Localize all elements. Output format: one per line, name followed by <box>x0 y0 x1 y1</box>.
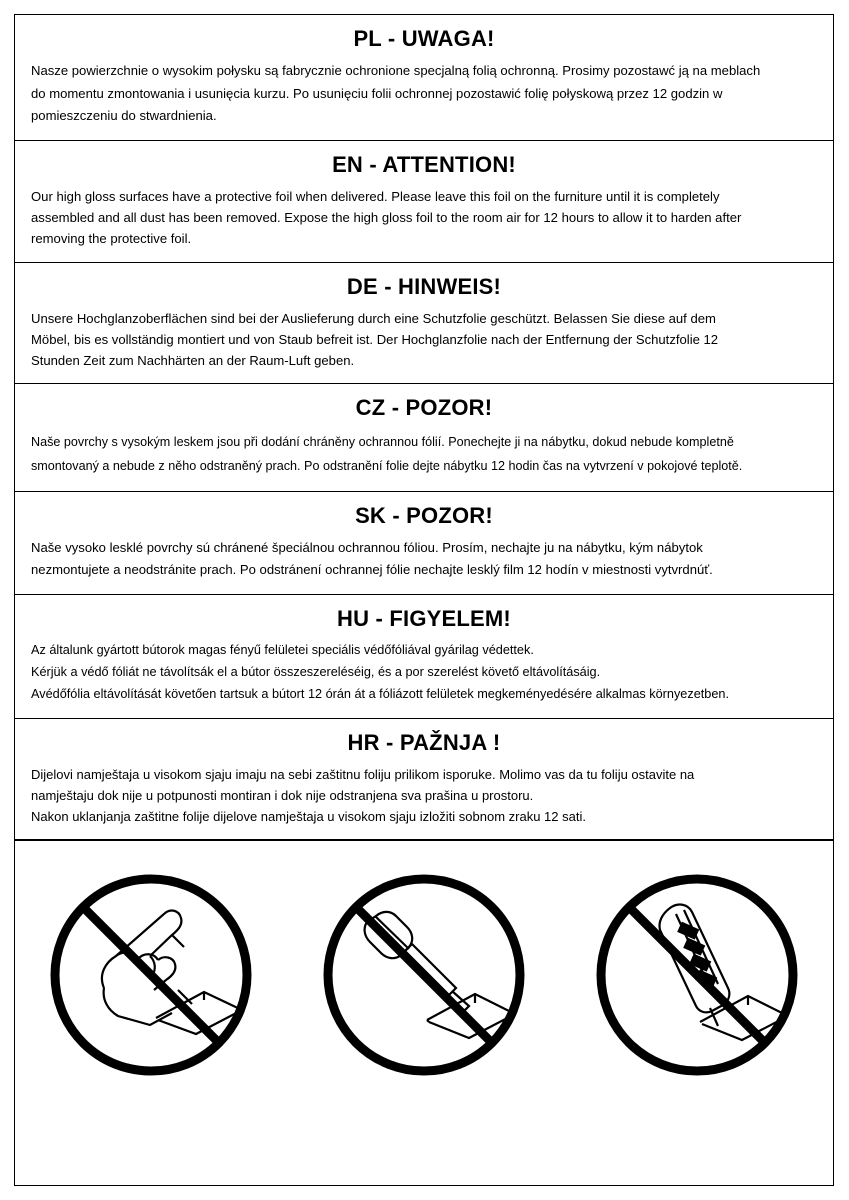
notice-line: Stunden Zeit zum Nachhärten an der Raum-Luft geben. <box>31 353 355 369</box>
instruction-sheet <box>14 14 834 1186</box>
no-screwdriver-scratch-icon <box>319 870 529 1080</box>
notice-block-sk <box>15 492 833 595</box>
prohibition-icons-row <box>15 840 833 1110</box>
notice-line: Kérjük a védő fóliát ne távolítsák el a bútor összeszereléséig, és a por szerelést követő eltávolításáig. <box>31 664 601 679</box>
notice-line: do momentu zmontowania i usunięcia kurzu. Po usunięciu folii ochronnej pozostawić folię połyskową przez 12 godzin w <box>31 85 723 101</box>
notice-line: Naše povrchy s vysokým leskem jsou při dodání chráněny ochrannou fólií. Ponechejte ji na nábytku, dokud nebude kompletně <box>31 434 734 449</box>
notice-line: assembled and all dust has been removed. Expose the high gloss foil to the room air for 12 hours to allow it to harden after <box>31 210 742 226</box>
no-knife-cut-icon <box>592 870 802 1080</box>
notice-line: removing the protective foil. <box>31 231 192 247</box>
notice-line: Naše vysoko lesklé povrchy sú chránené špeciálnou ochrannou fóliou. Prosím, nechajte ju na nábytku, kým nábytok <box>31 539 703 555</box>
notice-line: Our high gloss surfaces have a protective foil when delivered. Please leave this foil on the furniture until it is completely <box>31 188 720 204</box>
notice-line: nezmontujete a neodstránite prach. Po odstránení ochrannej fólie nechajte lesklý film 12 hodín v miestnosti vytvrdnúť. <box>31 562 713 578</box>
notice-body-hr <box>31 764 817 827</box>
notice-title-hr: HR - PAŽNJA ! <box>347 729 501 755</box>
notice-line: Dijelovi namještaja u visokom sjaju imaju na sebi zaštitnu foliju prilikom isporuke. Molimo vas da tu foliju ostavite na <box>31 766 695 782</box>
notice-block-pl <box>15 15 833 141</box>
notice-block-hu <box>15 595 833 719</box>
notice-body-sk <box>31 537 817 582</box>
notice-title-cz: CZ - POZOR! <box>355 395 493 421</box>
notice-block-hr <box>15 719 833 840</box>
notice-body-cz <box>31 430 817 479</box>
icon-cell-no-fingernail <box>26 855 276 1095</box>
icon-cell-no-knife <box>572 855 822 1095</box>
notice-title-pl: PL - UWAGA! <box>353 26 495 51</box>
notice-body-pl <box>31 60 817 128</box>
notice-body-de <box>31 308 817 372</box>
notice-line: Avédőfólia eltávolítását követően tartsuk a bútort 12 órán át a fóliázott felületek megkeményedésére alkalmas környezetben. <box>31 686 729 701</box>
notice-line: Nasze powierzchnie o wysokim połysku są fabrycznie ochronione specjalną folią ochronną. Prosimy pozostawć ją na meblach <box>31 63 761 79</box>
notice-block-cz <box>15 384 833 491</box>
notice-title-de: DE - HINWEIS! <box>346 273 502 299</box>
notice-title-en: EN - ATTENTION! <box>332 151 516 177</box>
notice-line: namještaju dok nije u potpunosti montiran i dok nije odstranjena sva prašina u prostoru. <box>31 787 534 803</box>
notice-title-sk: SK - POZOR! <box>355 502 493 528</box>
notice-title-hu: HU - FIGYELEM! <box>337 605 511 631</box>
notice-block-de <box>15 263 833 385</box>
notice-line: Az általunk gyártott bútorok magas fényű felületei speciális védőfóliával gyárilag védettek. <box>31 643 534 658</box>
notice-line: Nakon uklanjanja zaštitne folije dijelove namještaja u visokom sjaju izložiti sobnom zraku 12 sati. <box>31 808 586 824</box>
no-fingernail-scratch-icon <box>46 870 256 1080</box>
notice-body-en <box>31 186 817 250</box>
notice-line: Möbel, bis es vollständig montiert und von Staub befreit ist. Der Hochglanzfolie nach der Entfernung der Schutzfolie 12 <box>31 331 719 347</box>
notice-body-hu <box>31 640 817 706</box>
icon-cell-no-screwdriver <box>299 855 549 1095</box>
notice-line: smontovaný a nebude z něho odstraněný prach. Po odstranění folie dejte nábytku 12 hodin čas na vytvrzení v pokojové teplotě. <box>31 459 743 474</box>
notice-line: Unsere Hochglanzoberflächen sind bei der Auslieferung durch eine Schutzfolie geschützt. Belassen Sie diese auf dem <box>31 310 716 326</box>
notice-line: pomieszczeniu do stwardnienia. <box>31 108 217 124</box>
notice-block-en <box>15 141 833 263</box>
